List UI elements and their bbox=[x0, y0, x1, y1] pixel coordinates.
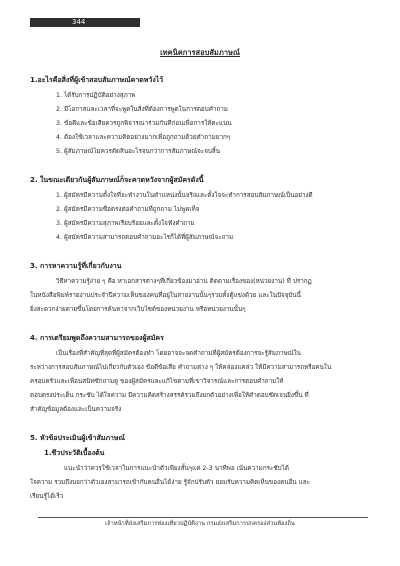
document-title: เทคนิคการสอบสัมภาษณ์ bbox=[160, 48, 240, 57]
page-number: 344 bbox=[72, 18, 86, 26]
section-2-heading: 2. ในขณะเดียวกันผู้สัมภาษณ์ก็จะคาดหวังจากผู้สมัครดังนี้ bbox=[30, 176, 204, 184]
section-5-paragraph-line: แนะนำว่าควรใช้เวลาในการแนะนำตัวเพียงสั้นๆแค่ 2-3 นาทีพอ เน้นความกระชับได้ bbox=[64, 465, 289, 472]
section-5-paragraph-line: เรียนรู้ได้เร็ว bbox=[30, 493, 64, 500]
section-5-subheading: 1.ชีวประวัติเบื้องต้น bbox=[44, 449, 105, 457]
section-4-paragraph-line: ตอบตรงประเด็น กระชับ ได้ใจความ มีความคิดสร้างสรรค์รวมถึงยกตัวอย่างเพื่อให้คำตอบชัดเจนยิ่งขึ้น ที่ bbox=[30, 392, 309, 399]
section-1-heading: 1.อะไรคือสิ่งที่ผู้เข้าสอบสัมภาษณ์คาดหวังไว้ bbox=[30, 76, 164, 84]
section-3-paragraph-line: ในหนังสือพิมพ์รายงานประจำปีความเห็นของคนที่อยู่ในสายงานนั้นๆรวมทั้งตู้แข่งด้วย และในปัจจุบันนี้ bbox=[30, 292, 301, 299]
section-2-item: 2. ผู้สมัครมีความซื่อตรงต่อคำถามที่ถูกถาม ไม่พูดเท็จ bbox=[56, 206, 200, 213]
section-1-item: 3. ข้อดีและข้อเสียควรถูกพิจารณาร่วมกันทีก่อนเพื่อการให้คะแนน bbox=[56, 120, 232, 127]
section-5-paragraph-line: ใจความ รวมถึงบอกว่าตัวเองสามารถเข้ากับคนอื่นได้ง่าย รู้จักปรับตัว ยอมรับความคิดเห็นของคนอื่น และ bbox=[30, 479, 310, 486]
section-4-heading: 4. การเตรียมพูดถึงความสามารถของผู้สมัคร bbox=[30, 334, 164, 342]
section-3-heading: 3. การหาความรู้ที่เกี่ยวกับงาน bbox=[30, 262, 122, 270]
section-4-paragraph-line: ระหว่างการสอบสัมภาษณ์ไปเกี่ยวกับตัวเอง ข้อดีข้อเสีย คำถามต่าง ๆ ให้คล่องแคล่ว ให้มีความสามารถหรือคนใน bbox=[30, 364, 332, 371]
section-4-paragraph-line: ครอบครัวและเพื่อนสนิทซักถามดู ของผู้สมัครและแก้ไขตามที่เขาวิจารณ์และการตอบคำถามให้ bbox=[30, 378, 284, 385]
footer-text: เจ้าหน้าที่ส่งเสริมการท่องเที่ยวปฏิบัติงาน กรมส่งเสริมการปกครองส่วนท้องถิ่น bbox=[105, 521, 295, 527]
section-2-item: 3. ผู้สมัครมีความสุภาพเรียบร้อยและตั้งใจฟังคำถาม bbox=[56, 220, 195, 227]
section-4-paragraph-line: สำคัญข้อมูลต้องและเป็นความจริง bbox=[30, 406, 122, 413]
section-1-item: 1. ได้รับการปฏิบัติอย่างสุภาพ bbox=[56, 92, 136, 99]
section-2-item: 4. ผู้สมัครมีความสามารถตอบคำถามอะไรก็ได้ที่ผู้สัมภาษณ์จะถาม bbox=[56, 234, 234, 241]
footer-divider bbox=[38, 517, 368, 518]
section-2-item: 1. ผู้สมัครมีความตั้งใจที่จะทำงานในตำแหน่งนั้นจริงและตั้งใจจะทำการสอบสัมภาษณ์เป็นอย่างดี bbox=[56, 192, 313, 199]
section-1-item: 2. มีโอกาสและเวลาที่จะพูดในสิ่งที่ต้องการพูดในการตอบคำถาม bbox=[56, 106, 228, 113]
section-5-heading: 5. หัวข้อประเมินผู้เข้าสัมภาษณ์ bbox=[30, 434, 126, 442]
section-1-item: 4. ต้องใช้เวลาและความคิดอย่างมากเพื่อถูกถามด้วยคำถามยากๆ bbox=[56, 134, 231, 141]
section-3-paragraph-line: ยิ่งสะดวกง่ายดายขึ้นโดยการค้นหาจากเว็บไซต์ของหน่วยงาน หรือหน่วยงานนั้นๆ bbox=[30, 306, 246, 313]
section-1-item: 5. ผู้สัมภาษณ์ไม่ควรตัดสินอะไรจนกว่าการสัมภาษณ์จะจบสิ้น bbox=[56, 148, 221, 155]
section-3-paragraph-line: วิธีหาความรู้ง่าย ๆ คือ หาเอกสารต่างๆที่เกี่ยวข้องมาอ่าน ติดตามเรื่องของ(หน่วยงาน) ที่ ปรากฏ bbox=[56, 278, 312, 285]
section-4-paragraph-line: เป็นเรื่องที่สำคัญที่สุดที่ผู้สมัครต้องทำ โดยอาจจะจดคำถามที่ผู้สมัครต้องการจะรู้สัมภาษณ์ใน bbox=[56, 350, 301, 357]
